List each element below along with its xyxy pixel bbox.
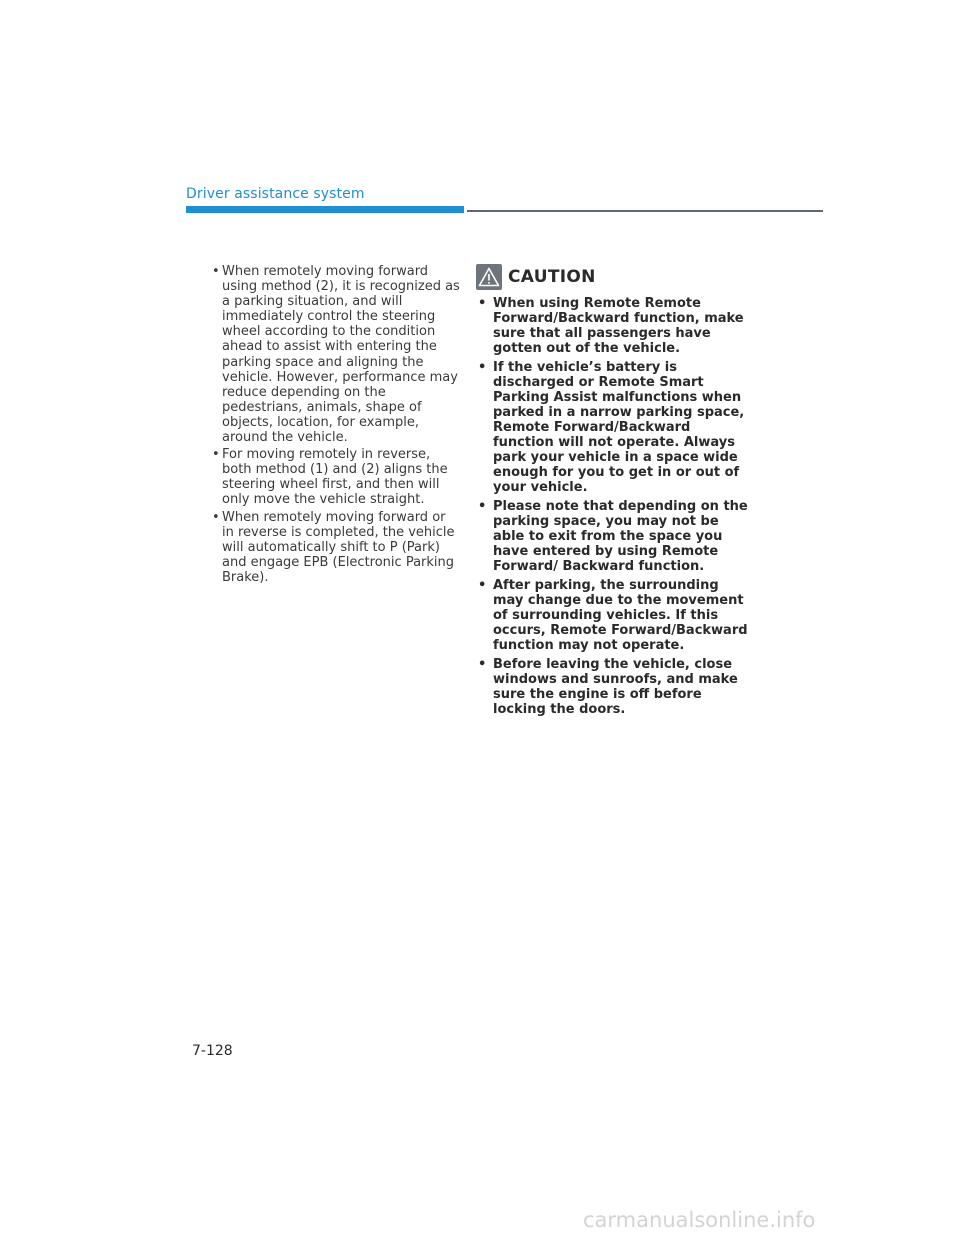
list-item [212,447,460,507]
caution-item [476,578,751,653]
caution-item-text: If the vehicle’s battery is discharged or Remote Smart Parking Assist malfunctions when parked in a narrow parking space, Remote Forward/Backward function will not operate. Always park your vehicle in a space wide enough for you to get in or out of your vehicle. [493,360,745,495]
list-item [212,510,460,585]
caution-list [476,296,751,717]
warning-triangle-icon [476,264,502,290]
caution-item [476,360,751,495]
bullet-icon: • [212,264,220,279]
caution-item-text: Please note that depending on the parking space, you may not be able to exit from the space you have entered by using Remote Forward/ Backward function. [493,499,748,574]
caution-item [476,657,751,717]
caution-item-text: After parking, the surrounding may change due to the movement of surrounding vehicles. If this occurs, Remote Forward/Backward function may not operate. [493,578,748,653]
caution-header [476,264,751,290]
bullet-icon: • [478,657,487,672]
list-item-text: When remotely moving forward using method (2), it is recognized as a parking situation, and will immediately control the steering wheel according to the condition ahead to assist with entering the parking space and aligning the vehicle. However, performance may reduce depending on the pedestrians, animals, shape of objects, location, for example, around the vehicle. [222,264,460,446]
bullet-icon: • [478,360,487,375]
list-item [212,264,460,445]
list-item-text: For moving remotely in reverse, both method (1) and (2) aligns the steering wheel first, and then will only move the vehicle straight. [222,447,448,508]
caution-item-text: Before leaving the vehicle, close windows and sunroofs, and make sure the engine is off before locking the doors. [493,657,738,717]
page-number: 7-128 [192,1043,233,1059]
bullet-icon: • [212,447,220,463]
caution-title: CAUTION [508,267,596,287]
header-divider-rule [467,210,823,212]
caution-block [476,264,751,721]
bullet-icon: • [478,578,487,593]
section-title: Driver assistance system [186,186,365,202]
header-accent-rule [186,206,464,213]
caution-item-text: When using Remote Remote Forward/Backward function, make sure that all passengers have gotten out of the vehicle. [493,296,744,356]
bullet-icon: • [478,296,487,311]
bullet-icon: • [478,499,487,514]
watermark-text: carmanualsonline.info [583,1208,816,1232]
bullet-icon: • [212,509,220,525]
list-item-text: When remotely moving forward or in reverse is completed, the vehicle will automatically shift to P (Park) and engage EPB (Electronic Parking Brake). [222,509,455,585]
caution-item [476,499,751,574]
caution-item [476,296,751,356]
left-column-list [212,264,460,587]
